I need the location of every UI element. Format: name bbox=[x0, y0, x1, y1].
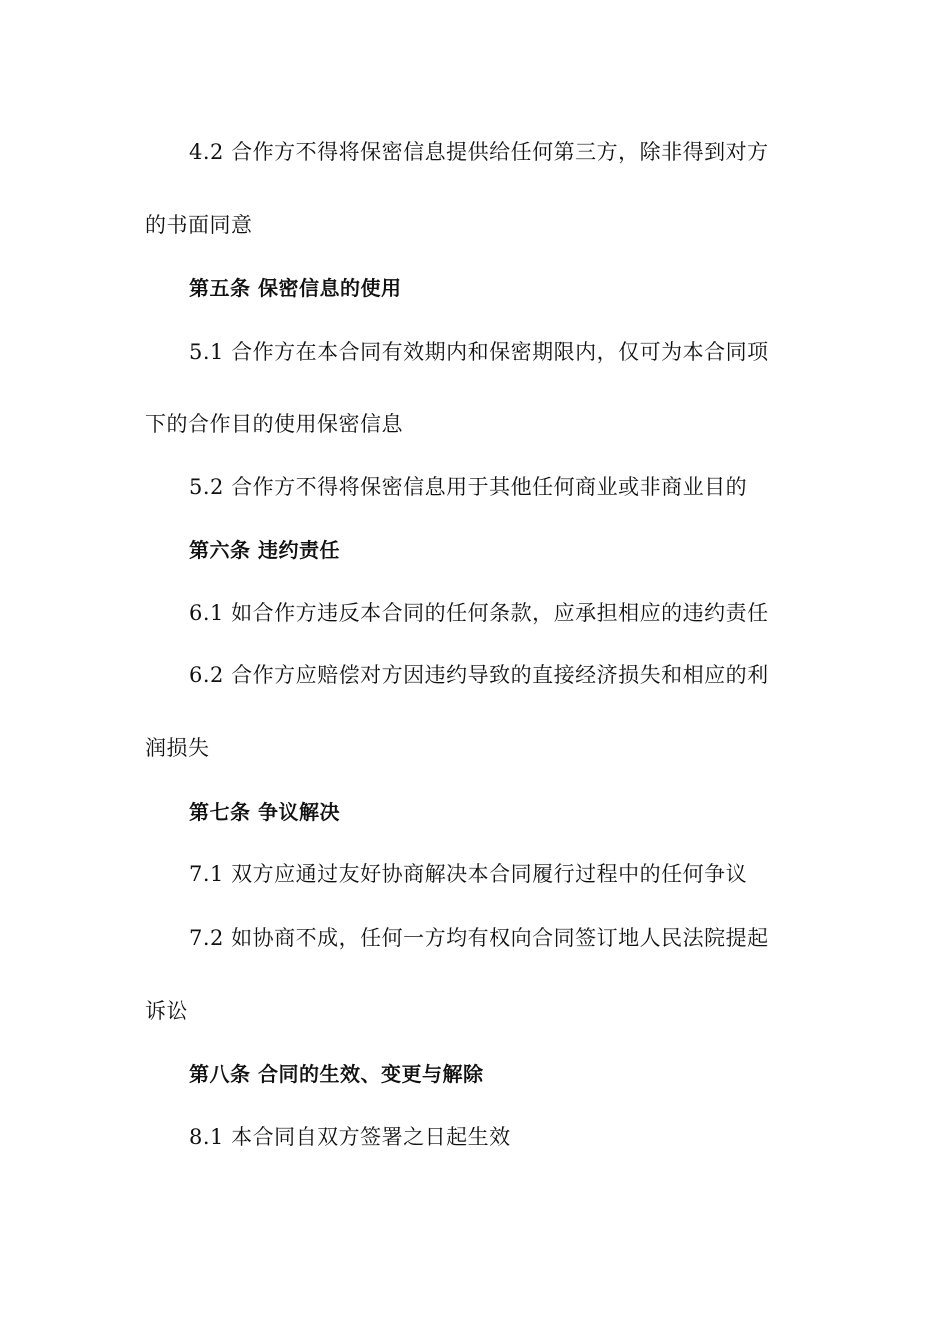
clause-5-2: 5.2 合作方不得将保密信息用于其他任何商业或非商业目的 bbox=[189, 475, 748, 499]
article-8-heading: 第八条 合同的生效、变更与解除 bbox=[189, 1062, 484, 1086]
clause-7-2-line-2: 诉讼 bbox=[145, 999, 188, 1023]
clause-6-2-line-2: 润损失 bbox=[145, 736, 210, 760]
clause-4-2-line-1: 4.2 合作方不得将保密信息提供给任何第三方，除非得到对方 bbox=[189, 140, 769, 164]
article-5-heading: 第五条 保密信息的使用 bbox=[189, 276, 402, 300]
clause-7-2-line-1: 7.2 如协商不成，任何一方均有权向合同签订地人民法院提起 bbox=[189, 926, 769, 950]
clause-8-1: 8.1 本合同自双方签署之日起生效 bbox=[189, 1125, 511, 1149]
article-7-heading: 第七条 争议解决 bbox=[189, 800, 340, 824]
clause-5-1-line-1: 5.1 合作方在本合同有效期内和保密期限内，仅可为本合同项 bbox=[189, 340, 769, 364]
article-6-heading: 第六条 违约责任 bbox=[189, 538, 340, 562]
clause-4-2-line-2: 的书面同意 bbox=[145, 213, 253, 237]
clause-6-2-line-1: 6.2 合作方应赔偿对方因违约导致的直接经济损失和相应的利 bbox=[189, 663, 769, 687]
clause-5-1-line-2: 下的合作目的使用保密信息 bbox=[145, 412, 403, 436]
clause-6-1: 6.1 如合作方违反本合同的任何条款，应承担相应的违约责任 bbox=[189, 601, 769, 625]
clause-7-1: 7.1 双方应通过友好协商解决本合同履行过程中的任何争议 bbox=[189, 862, 748, 886]
